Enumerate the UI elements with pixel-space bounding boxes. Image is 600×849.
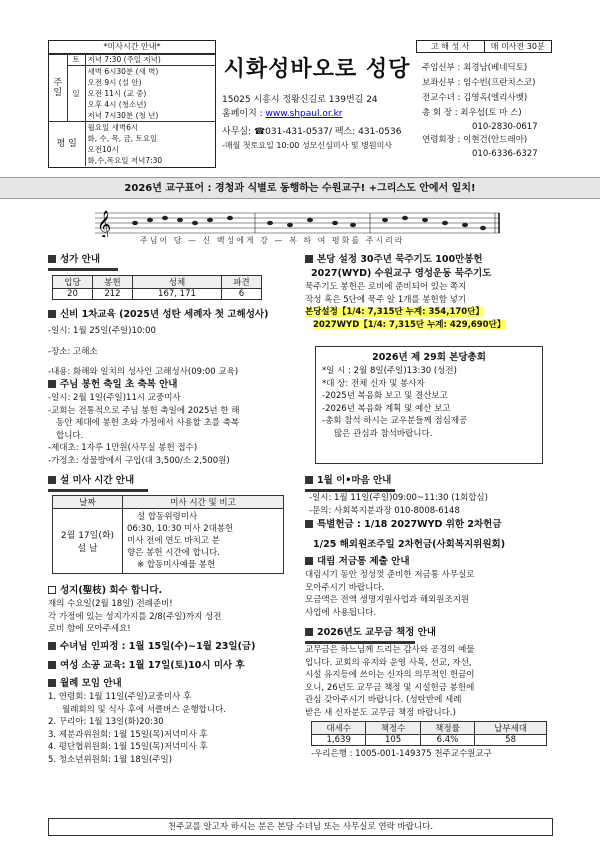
candle-blessing-title: 주님 봉헌 축일 초 축복 안내	[48, 378, 293, 392]
square-bullet-icon	[305, 557, 313, 565]
bank-account: -우리은행 : 1005-001-149375 천주교수원교구	[311, 749, 492, 759]
mass-schedule-title: *미사시간 안내*	[49, 41, 215, 54]
sunday-label: 주일	[49, 55, 67, 122]
lunar-new-year-title: 설 미사 시간 안내	[48, 474, 293, 488]
special-collection-section: 특별헌금 : 1/18 2027WYD 위한 2차헌금 1/25 해외원조주일 2차헌금(사회복지위원회)	[305, 518, 555, 552]
pastor: 주임신부 : 최경남(베네딕토)	[422, 63, 528, 73]
diocese-tax-section: 2026년도 교무금 책정 안내 교무금은 하느님께 드리는 감사와 공경의 예물 입니다. 교회의 유지와 운영 사목, 선교, 자선, 시설 유지등에 쓰이는 신자의 의무적인 헌금이 오니, 26년도 교무금 책정 및 시설헌금 봉헌에 관심 갖아주시기 바랍니다. (성탄반에 세례 받은 새 신자분도 교무금 책정 바랍니다.) 대세수 책정수 책정률 납부세대 1,639 105 6.4% 58 -우리은행 : 1005-001-149375 천주교수원교구	[305, 626, 555, 761]
confession-education-title: 신비 1차교육 (2025년 성탄 세례자 첫 고해성사)	[48, 308, 293, 322]
rosary-section: 본당 설정 30주년 묵주기도 100만봉헌 2027(WYD) 수원교구 영성운동 묵주기도 묵주기도 봉헌은 로비에 준비되어 있는 쪽지 작성 혹은 5단에 묵주 알 1개를 봉헌함 넣기 본당설정【1/4: 7,315단 누계: 354,170단】 2027WYD【1/4: 7,315단 누계: 429,690단】	[305, 253, 555, 331]
hymn-section	[48, 253, 293, 300]
monthly-meeting-section: 월례 모임 안내 1. 연령회: 1월 11일(주일)교중미사 후 월례회의 및 식사 후에 서클버스 운행합니다. 2. 꾸리아: 1월 13일(화)20:30 3. 제분과위원회: 1월 15일(목)저녁미사 후 4. 평단협위원회: 1월 15일(목)저녁미사 후 5. 청소년위원회: 1월 18일(주일)	[48, 677, 293, 766]
square-bullet-icon	[48, 476, 56, 484]
parish-address: 15025 시흥시 정왕신길로 139번길 24	[222, 95, 378, 105]
square-bullet-icon	[48, 380, 56, 388]
parish-name: 시화성바오로 성당	[223, 56, 411, 82]
diocese-motto-banner: 2026년 교구표어 : 경청과 식별로 동행하는 수원교구! +그리스도 안에서 일치!	[0, 177, 600, 199]
confession-education-section: 신비 1차교육 (2025년 성탄 세례자 첫 고해성사) -일시: 1월 25일(주일)10:00 -장소: 고해소 -내용: 화해와 일치의 성사인 고해성사(09:00 교육)	[48, 308, 293, 379]
president-phone: 010-2830-0617	[472, 122, 538, 132]
savings-box-title: 대림 저금통 제출 안내	[305, 555, 555, 569]
homepage-line: 홈페이지 : www.shpaul.or.kr	[222, 109, 343, 119]
parish-info	[222, 40, 412, 168]
savings-box-section: 대림 저금통 제출 안내 대림시기 동안 정성껏 준비한 저금통 사무실로 모아주시기 바랍니다. 모금액은 전액 생명지원사업과 해외원조지원 사업에 사용됩니다.	[305, 555, 555, 619]
monthly-meeting-title: 월례 모임 안내	[48, 677, 293, 691]
general-assembly-box: 2026년 제 29회 본당총회 *일 시 : 2월 8일(주일)13:30 (성전) *대 상: 전체 신자 및 봉사자 -2025년 복음화 보고 및 결산보고 -2026년 복음화 계획 및 예산 보고 -총회 참석 하시는 교우분들께 점심제공 많은 관심과 참석바랍니다.	[315, 346, 543, 464]
day-of-heart-title: 1월 이•마음 안내	[305, 474, 555, 488]
weekday-times: 월요일 새벽6시 화, 수, 목, 금, 토요일 오전10시 화,수,목요일 저녁7:30	[85, 122, 215, 167]
saturday-time: 저녁 7:30 (주일 저녁)	[85, 55, 215, 66]
sunday-day-label: 일	[67, 66, 85, 122]
general-assembly-title: 2026년 제 29회 본당총회	[372, 352, 486, 363]
saturday-label: 토	[67, 55, 85, 66]
square-bullet-icon	[48, 661, 56, 669]
staff-info	[416, 40, 552, 168]
sister: 전교수녀 : 김영옥(엘리사벳)	[422, 93, 528, 103]
square-bullet-icon	[305, 476, 313, 484]
diocese-tax-table: 대세수 책정수 책정률 납부세대 1,639 105 6.4% 58	[311, 721, 547, 746]
square-bullet-icon	[305, 628, 313, 636]
hymn-lyrics: 주님이 당 — 신 백성에게 강 — 복 하 여 평화를 주시리라	[140, 236, 405, 245]
candle-blessing-section: 주님 봉헌 축일 초 축복 안내 -일시: 2월 1일(주일)11시 교중미사 -교회는 전통적으로 주님 봉헌 축일에 2025년 한 해 동안 제대에 봉헌 초와 가정에서 사용할 초를 축복 합니다. -제대초: 1자루 1만원(사무실 봉헌 접수) -가정초: 성물방에서 구입(대 3,500/소 2,500원)	[48, 378, 293, 467]
square-bullet-icon	[48, 586, 56, 594]
special-collection-title: 특별헌금 : 1/18 2027WYD 위한 2차헌금	[305, 518, 555, 532]
mass-schedule-table	[49, 54, 215, 166]
palm-collection-title: 성지(聖枝) 회수 합니다.	[48, 584, 293, 598]
mass-schedule-box	[48, 40, 216, 168]
square-bullet-icon	[48, 310, 56, 318]
diocese-tax-title: 2026년도 교무금 책정 안내	[305, 626, 555, 640]
women-education-section: 여성 소공 교육: 1월 17일(토)10시 미사 후	[48, 659, 293, 673]
square-bullet-icon	[305, 520, 313, 528]
sunday-times: 새벽 6시30분 (새 벽) 오전 9시 (설 안) 오전 11시 (교 중) 오후 4시 (청소년) 저녁 7시30분 (청 년)	[85, 66, 215, 122]
square-bullet-icon	[305, 255, 313, 263]
square-bullet-icon	[48, 642, 56, 650]
music-staff	[95, 207, 500, 237]
funeral-head-phone: 010-6336-6327	[472, 149, 538, 159]
president: 총 회 장 : 최우섭(토 마 스)	[422, 108, 522, 118]
office-contact: 사무실: ☎031-431-0537/ 팩스: 431-0536	[222, 127, 402, 137]
weekday-label: 평 일	[49, 122, 85, 167]
lunar-new-year-section	[48, 474, 293, 574]
assistant-priest: 보좌신부 : 임수빈(프란치스코)	[422, 78, 536, 88]
square-bullet-icon	[48, 679, 56, 687]
funeral-head: 연령회장 : 이현건(안드레아)	[422, 135, 528, 145]
parish-note: -매월 첫토요일 10:00 성모신심미사 및 병원미사	[222, 141, 393, 150]
lunar-new-year-table: 날짜 미사 시간 및 비고 2월 17일(화) 설 날 설 합동위령미사 06:30, 10:30 미사 2대봉헌 미사 전에 연도 바치고 분 향은 봉헌 시간에 합니다. ※ 합동미사예물 봉헌	[52, 495, 284, 574]
confession-tab: 고 해 성 사 매 미사전 30분	[416, 40, 552, 53]
homepage-link[interactable]: www.shpaul.or.kr	[265, 109, 343, 119]
footer-note: 천주교를 알고자 하시는 분은 본당 수녀님 또는 사무실로 연락 바랍니다.	[48, 818, 553, 836]
square-bullet-icon	[48, 255, 56, 263]
hymn-title: 성가 안내	[48, 253, 293, 267]
sister-retreat-section: 수녀님 인피정 : 1월 15일(수)~1월 23일(금)	[48, 640, 293, 654]
palm-collection-section: 성지(聖枝) 회수 합니다. 재의 수요일(2월 18일) 전례준비! 각 가정에 있는 성지가지를 2/8(주일)까지 성전 로비 함에 모아주세요!	[48, 584, 293, 636]
rosary-title: 본당 설정 30주년 묵주기도 100만봉헌	[305, 253, 555, 267]
day-of-heart-section: 1월 이•마음 안내 -일시: 1월 11일(주일)09:00~11:30 (1회합심) -문의: 사회복지분과장 010-8008-6148	[305, 474, 555, 517]
treble-clef-icon: 𝄞	[97, 210, 112, 237]
hymn-table: 입당 봉헌 성체 파견 20 212 167, 171 6	[52, 275, 262, 300]
